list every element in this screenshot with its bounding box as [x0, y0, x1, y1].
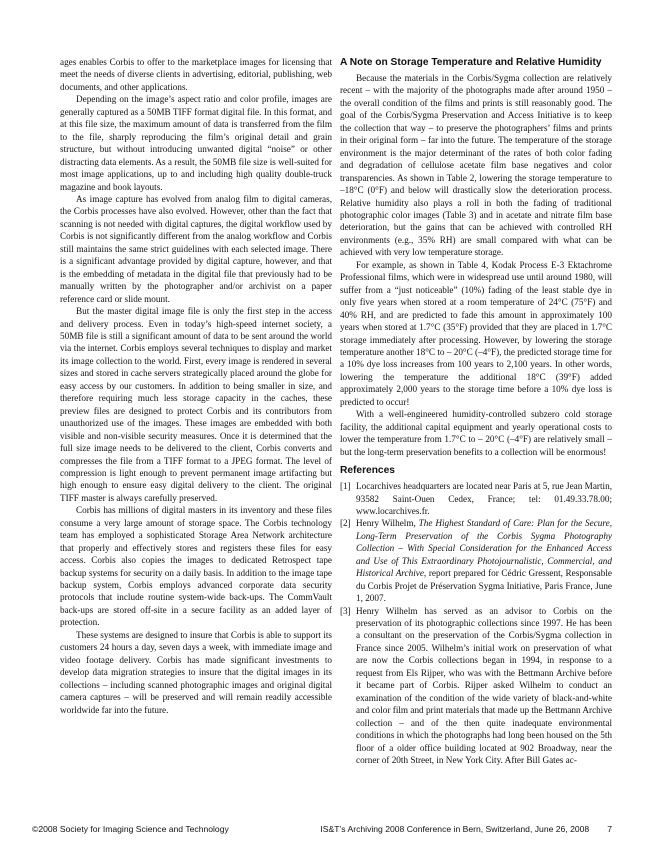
- reference-details: , report prepared for Cédric Gressent, Responsable du Corbis Projet de Préservation Sygma Initiative, Paris France, June 1, 2007.: [356, 568, 612, 604]
- reference-text: [356, 517, 612, 604]
- left-column: [60, 56, 332, 716]
- body-paragraph: For example, as shown in Table 4, Kodak Process E-3 Ektachrome Professional films, which were in widespread use until around 1980, will suffer from a “just noticeable” (10%) fading of the least stable dye in only five years when stored at a room temperature of 24°C (75°F) and 40% RH, and are predicted to fade this amount in approximately 100 years when stored at 1.7°C (35°F) provided that they are placed in 1.7°C storage immediately after processing. However, by lowering the storage temperature another 18°C to – 20°C (–4°F), the predicted storage time for a 10% dye loss increases from 100 years to 2,100 years. In other words, lowering the temperature the additional 18°C (39°F) added approximately 2,000 years to the storage time before a 10% dye loss is predicted to occur!: [340, 259, 612, 407]
- section-heading: A Note on Storage Temperature and Relative Humidity: [340, 57, 602, 68]
- reference-item: [340, 605, 612, 767]
- body-paragraph: ages enables Corbis to offer to the marketplace images for licensing that meet the needs of diverse clients in advertising, editorial, publishing, web documents, and other applications.: [60, 57, 332, 92]
- reference-number: [2]: [340, 518, 351, 529]
- body-paragraph: As image capture has evolved from analog film to digital cameras, the Corbis processes have also evolved. However, other than the fact that scanning is not needed with digital captures, the digital workflow used by Corbis is not significantly different from the analog workflow and Corbis still maintains the same strict guidelines with each selected image. There is a significant advantage provided by digital capture, however, and that is the embedding of metadata in the digital file that previously had to be manually written by the photographer and/or archivist on a paper reference card or slide mount.: [60, 193, 332, 304]
- body-paragraph: These systems are designed to insure that Corbis is able to support its customers 24 hours a day, seven days a week, with immediate image and video footage delivery. Corbis has made significant investments to develop data migration strategies to insure that the digital images in its collections – including scanned photographic images and original digital camera captures – will be preserved and will remain readily accessible worldwide far into the future.: [60, 629, 332, 715]
- reference-author: Henry Wilhelm,: [356, 518, 419, 529]
- right-column: [340, 56, 612, 766]
- body-paragraph: Depending on the image’s aspect ratio and color profile, images are generally captured as a 50MB TIFF format digital file. In this format, and at this file size, the maximum amount of data is transferred from the film to the file, sharply reproducing the film’s original detail and grain structure, but without introducing unwanted digital “noise” or other distracting data elements. As a result, the 50MB file size is well-suited for most image applications, up to and including high quality double-truck magazine and book layouts.: [60, 94, 332, 192]
- reference-text: Henry Wilhelm has served as an advisor to Corbis on the preservation of its photographic collections since 1997. He has been a consultant on the preservation of the Corbis/Sygma collection in France since 2005. Wilhelm’s initial work on preservation of what are now the Corbis collections began in 1994, in response to a request from Els Rijper, who was with the Bettmann Archive before it became part of Corbis. Rijper asked Wilhelm to conduct an examination of the condition of the wide variety of black-and-white and color film and print materials that made up the Bettmann Archive collection – and of the then quite inadequate environmental conditions in which the photographs had long been housed on the 5th floor of a older office building located at 902 Broadway, near the corner of 20th Street, in New York City. After Bill Gates ac-: [356, 605, 612, 766]
- body-paragraph: With a well-engineered humidity-controlled subzero cold storage facility, the additional capital equipment and yearly operational costs to lower the temperature from 1.7°C to – 20°C (–4°F) are relatively small – but the long-term preservation benefits to a collection will be enormous!: [340, 409, 612, 457]
- footer-right-group: [320, 823, 612, 835]
- body-paragraph: Corbis has millions of digital masters in its inventory and these files consume a very large amount of storage space. The Corbis technology team has employed a sophisticated Storage Area Network architecture that properly and effectively stores and registers these files for easy access. Corbis also copies the images to dedicated Retrospect tape backup systems for security on a daily basis. In addition to the image tape backup system, Corbis employs advanced corporate data security protocols that include routine system-wide back-ups. The CommVault back-ups are stored off-site in a secure facility as an added layer of protection.: [60, 505, 332, 628]
- footer-copyright: ©2008 Society for Imaging Science and Technology: [32, 824, 229, 834]
- reference-item: [340, 517, 612, 604]
- page-number: 7: [607, 824, 612, 834]
- reference-number: [1]: [340, 481, 351, 492]
- page-footer: [32, 823, 612, 835]
- reference-item: [340, 480, 612, 517]
- body-paragraph: Because the materials in the Corbis/Sygma collection are relatively recent – with the majority of the photographs made after around 1950 – the overall condition of the films and prints is still reasonably good. The goal of the Corbis/Sygma Preservation and Access Initiative is to keep the collection that way – to preserve the photographers’ films and prints in their original form – far into the future. The temperature of the storage environment is the major determinant of the rates of both color fading and degradation of cellulose acetate film base negatives and color transparencies. As shown in Table 2, lowering the storage temperature to –18°C (0°F) and below will drastically slow the deterioration process. Relative humidity also plays a roll in both the fading of traditional photographic color images (Table 3) and in acetate and nitrate film base deterioration, but the gains that can be achieved with controlled RH environments (e.g., 35% RH) are small compared with what can be achieved with very low temperature storage.: [340, 73, 612, 258]
- footer-conference: IS&T’s Archiving 2008 Conference in Bern, Switzerland, June 26, 2008: [320, 824, 590, 834]
- body-paragraph: But the master digital image file is only the first step in the access and delivery process. Even in today’s high-speed internet society, a 50MB file is still a significant amount of data to be sent around the world via the internet. Corbis employs several techniques to display and market its image collection to the world. First, every image is rendered in several sizes and stored in cache servers strategically placed around the globe for easy access by our customers. In addition to being smaller in size, and therefore requiring much less storage capacity in the caches, these preview files are designed to protect Corbis and its contributors from unauthorized use of the images. These images are embedded with both visible and non-visible security measures. Once it is determined that the full size image needs to be delivered to the client, Corbis converts and compresses the file from a TIFF format to a JPEG format. The level of compression is light enough to prevent permanent image artifacting but high enough to ensure easy digital delivery to the client. The original TIFF master is always carefully preserved.: [60, 306, 332, 503]
- reference-number: [3]: [340, 605, 351, 616]
- reference-text: Locarchives headquarters are located near Paris at 5, rue Jean Martin, 93582 Saint-Ouen Cedex, France; tel: 01.49.33.78.00; www.locarchives.fr.: [356, 481, 612, 516]
- reference-title: The Highest Standard of Care: Plan for the Secure, Long-Term Preservation of the Corbis Sygma Photography Collection – With Special Consideration for the Enhanced Access and Use of This Extraordinary Photojournalistic, Commercial, and Historical Archive: [356, 518, 612, 579]
- references-heading: References: [340, 465, 395, 477]
